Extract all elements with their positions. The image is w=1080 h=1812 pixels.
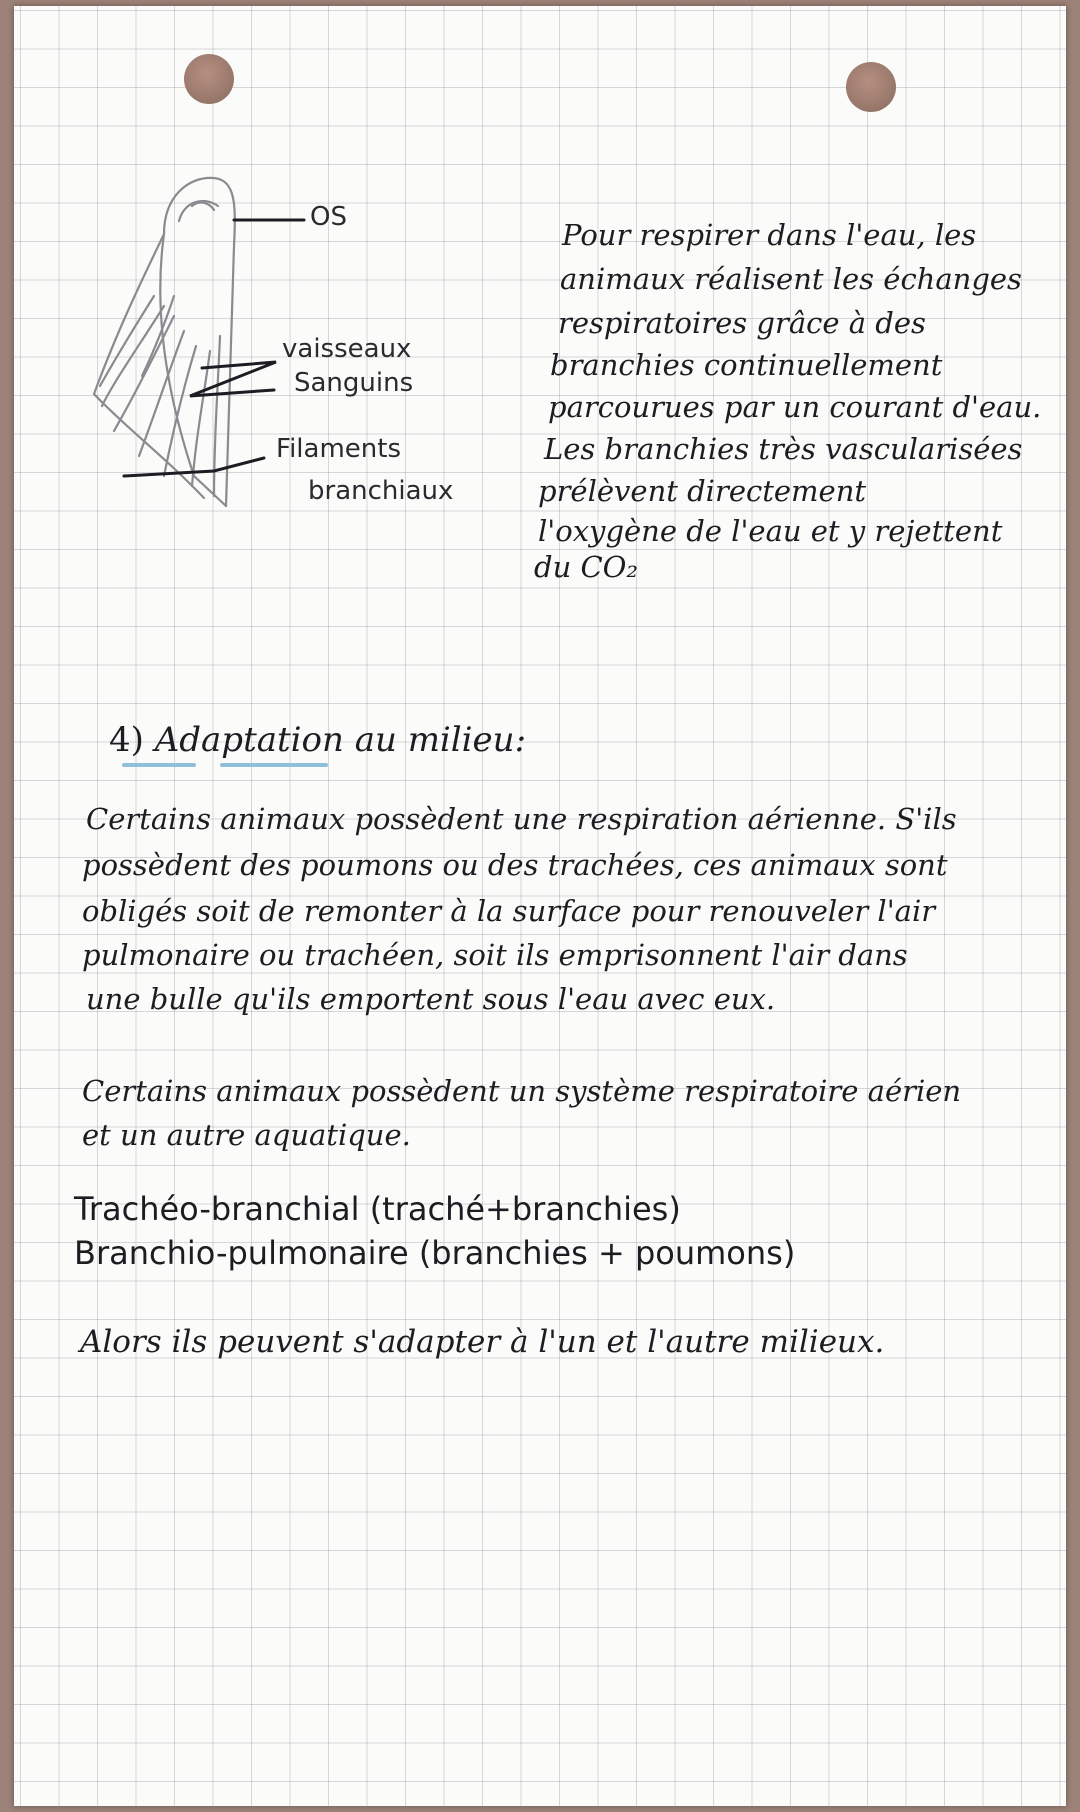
text-line: Certains animaux possèdent un système respiratoire aérien bbox=[82, 1074, 962, 1108]
bone-arch-outline bbox=[164, 178, 235, 506]
label-line-vessels bbox=[190, 362, 276, 396]
label-filaments-2: branchiaux bbox=[308, 476, 454, 506]
text-line: possèdent des poumons ou des trachées, ces animaux sont bbox=[82, 848, 948, 882]
text-line: du CO₂ bbox=[534, 550, 639, 584]
text-line: une bulle qu'ils emportent sous l'eau avec eux. bbox=[86, 982, 776, 1016]
text-line: et un autre aquatique. bbox=[82, 1118, 411, 1152]
text-line: branchies continuellement bbox=[550, 348, 943, 382]
text-line: l'oxygène de l'eau et y rejettent bbox=[538, 514, 1003, 548]
text-line: animaux réalisent les échanges bbox=[560, 262, 1022, 296]
list-item: Trachéo-branchial (traché+branchies) bbox=[74, 1190, 681, 1228]
label-vessels-2: Sanguins bbox=[294, 368, 414, 398]
text-line: prélèvent directement bbox=[538, 474, 867, 508]
conclusion-text: Alors ils peuvent s'adapter à l'un et l'autre milieux. bbox=[80, 1324, 885, 1360]
text-line: Certains animaux possèdent une respiration aérienne. S'ils bbox=[86, 802, 957, 836]
bone-arch-inner bbox=[179, 201, 218, 221]
label-vessels-1: vaisseaux bbox=[282, 334, 412, 364]
text-line: pulmonaire ou trachéen, soit ils emprisonnent l'air dans bbox=[82, 938, 908, 972]
title-highlight bbox=[122, 763, 196, 767]
text-line: Les branchies très vascularisées bbox=[544, 432, 1023, 466]
label-filaments-1: Filaments bbox=[276, 434, 401, 464]
text-line: obligés soit de remonter à la surface pour renouveler l'air bbox=[82, 894, 936, 928]
title-highlight bbox=[220, 763, 328, 767]
section-heading bbox=[109, 720, 526, 760]
section-number: 4) bbox=[109, 720, 144, 760]
text-line: respiratoires grâce à des bbox=[558, 306, 926, 340]
label-bone: OS bbox=[310, 202, 347, 232]
notebook-page bbox=[14, 6, 1066, 1806]
text-line: Pour respirer dans l'eau, les bbox=[562, 218, 977, 252]
text-line: parcourues par un courant d'eau. bbox=[548, 390, 1042, 424]
punch-hole-right bbox=[846, 62, 896, 112]
section-title-text: Adaptation au milieu: bbox=[154, 720, 527, 760]
list-item: Branchio-pulmonaire (branchies + poumons) bbox=[74, 1234, 796, 1272]
